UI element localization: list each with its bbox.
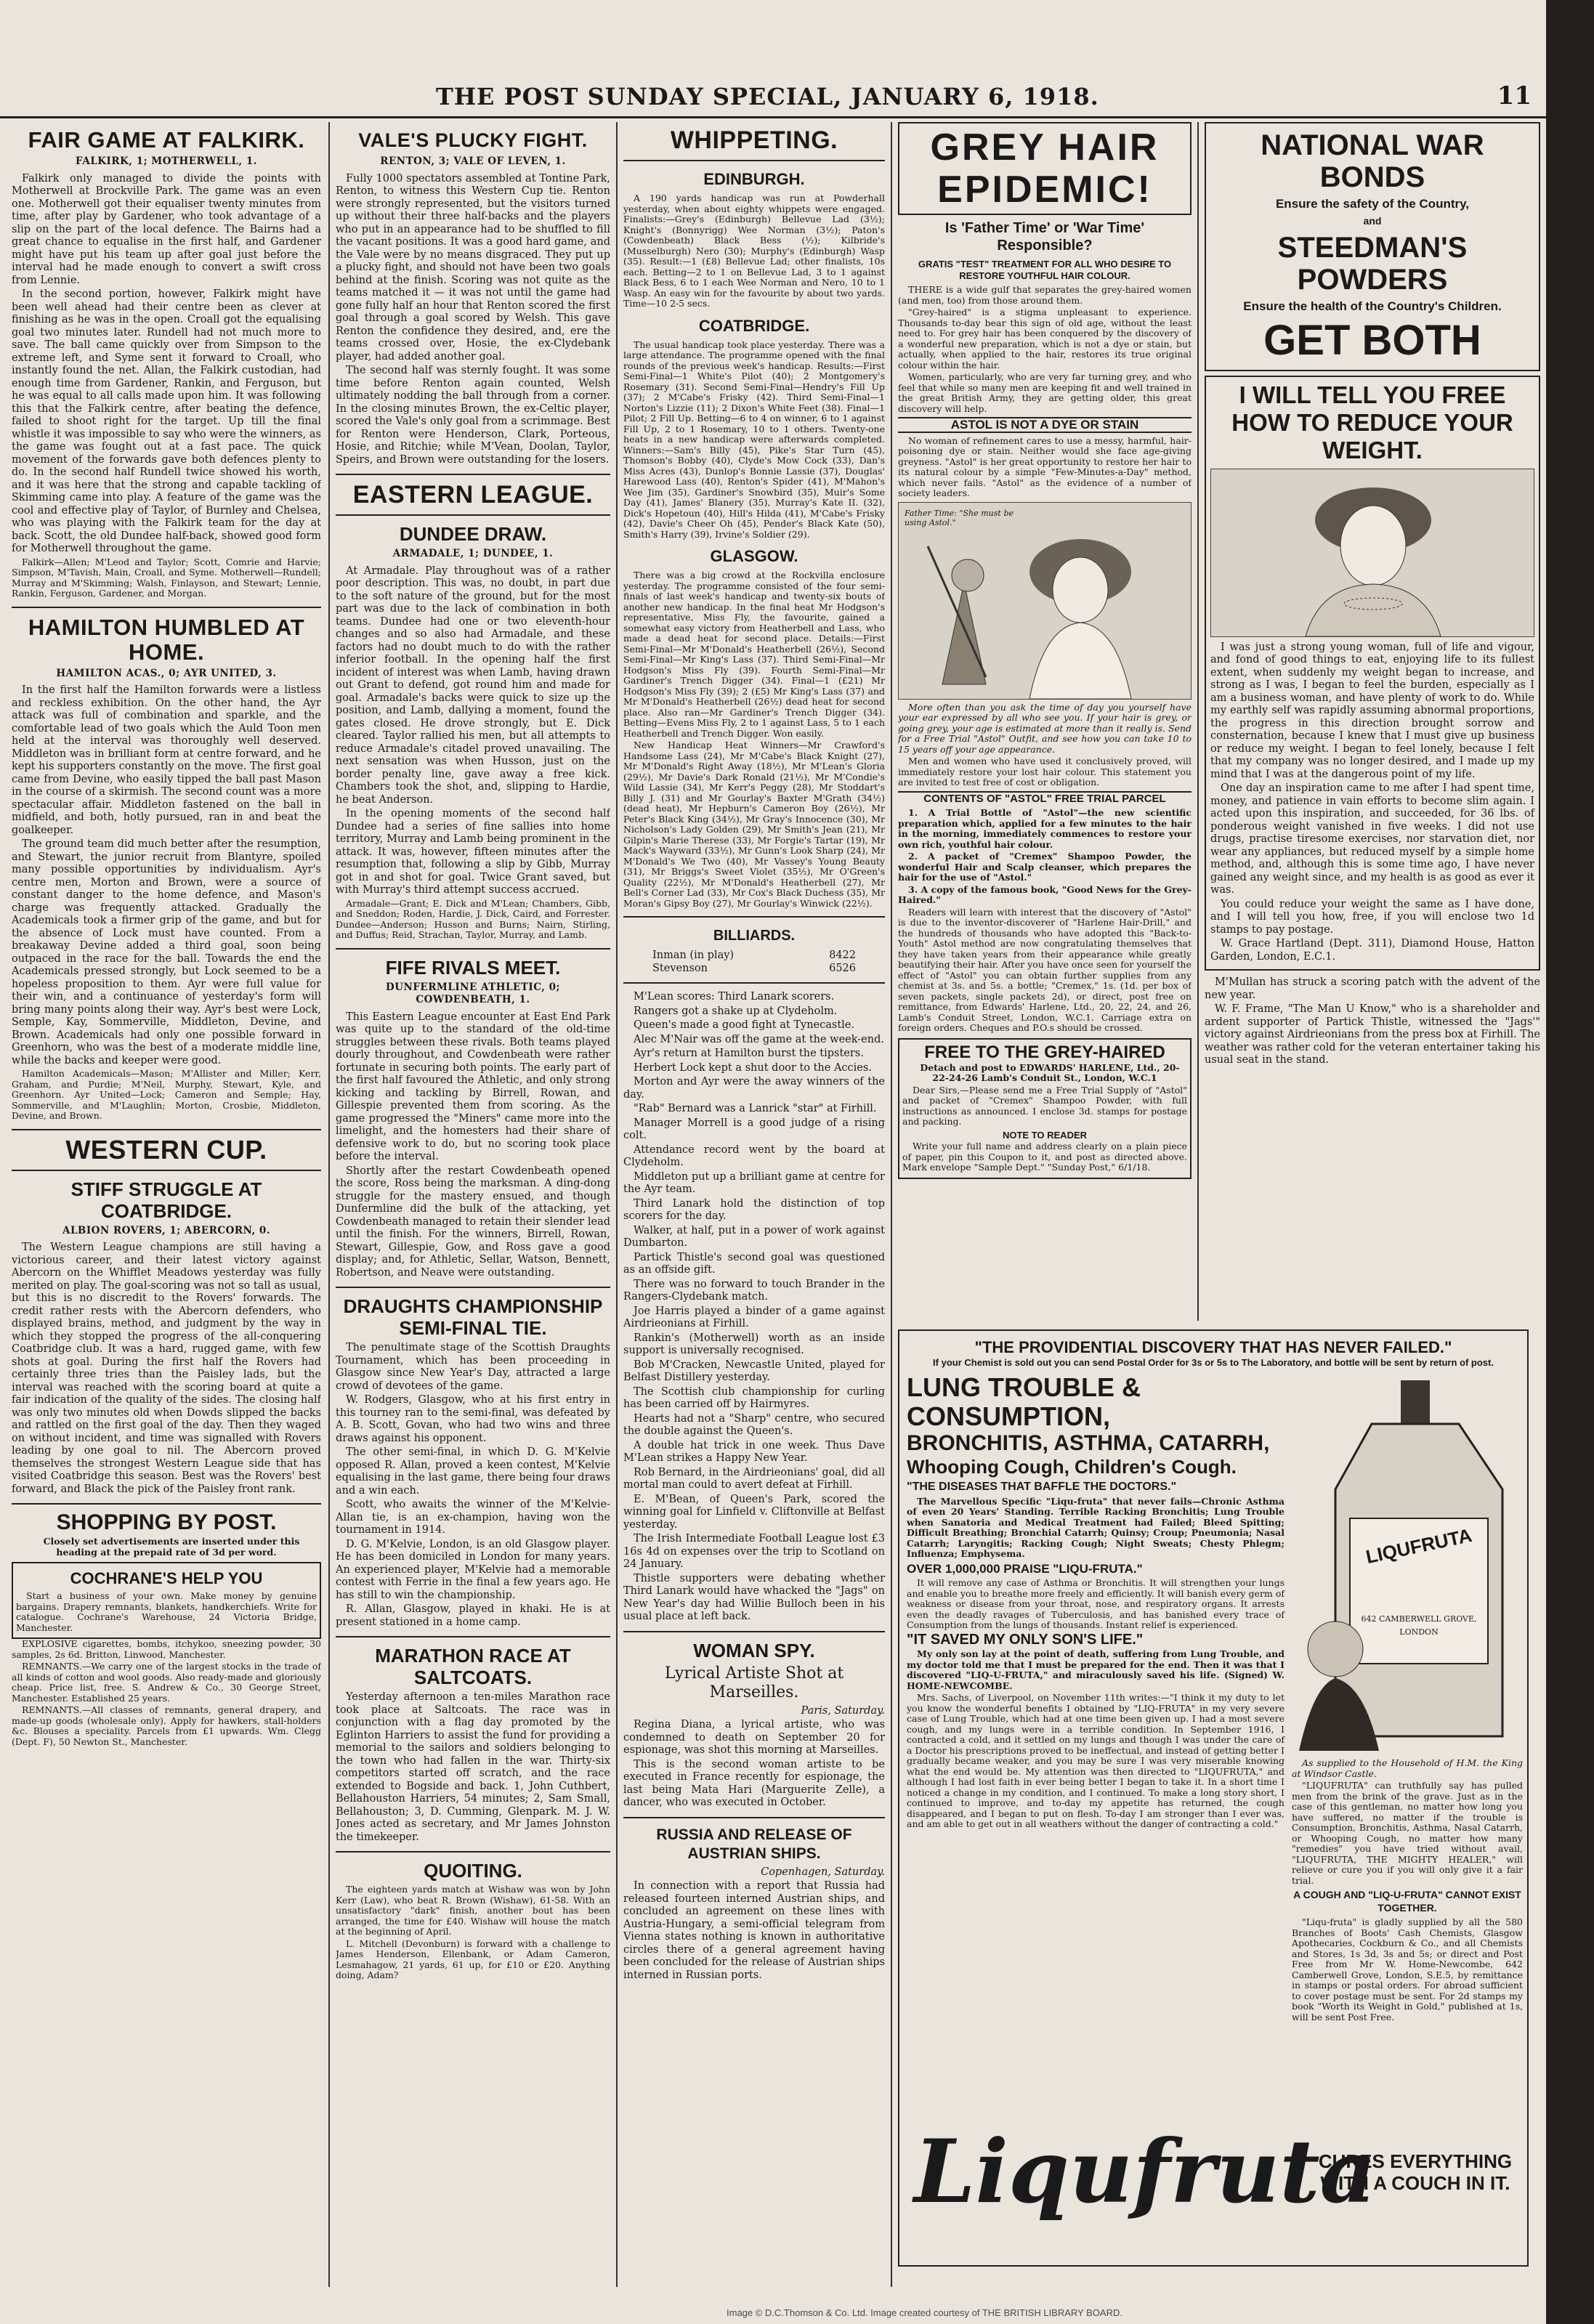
subheadline-coatbridge: STIFF STRUGGLE AT COATBRIDGE. bbox=[70, 1178, 262, 1222]
divider bbox=[12, 1170, 321, 1171]
player-score: 6526 bbox=[829, 962, 856, 974]
ad-paragraph: I was just a strong young woman, full of life and vigour, and fond of good things to eat, enjoying life to its fullest extent, when suddenly my weight began to increase, and strong as I was, I began to feel the burden, especially as I am a business woman, and have plenty of work to do. While my earthly self was rapidly assuming abnormal proportions, the progress in this direction brought sorrow and consternation, because I knew that I must give up business or reduce my weight. I began to feel lonely, because I felt that my company was no longer desired, and I made up my mind that I was at the dangerous point of my life. bbox=[1210, 641, 1534, 780]
liq-tagline: CURES EVERYTHING WITH A COUCH IN IT. bbox=[1318, 2150, 1513, 2194]
sports-note: Joe Harris played a binder of a game against Airdrieonians at Firhill. bbox=[623, 1305, 885, 1329]
classified-ad: REMNANTS.—We carry one of the largest stocks in the trade of all kinds of cotton and wool goods. Also ready-made and gloriously cheap. Price list, free. S. Andrew & Co., 30 George Street, Manchester. Established 25 years. bbox=[12, 1661, 321, 1704]
player-name: Inman (in play) bbox=[652, 950, 735, 961]
headline-eastern-league: EASTERN LEAGUE. bbox=[352, 481, 594, 509]
divider bbox=[623, 916, 885, 918]
article-paragraph: The ground team did much better after the resumption, and Stewart, the junior recruit from Blantyre, spoiled many possible opportunities by individualism. Ayr's centre men, Morton and Brown, were a source of constant danger to the home defence, and Mason's charge was frequently attacked. Gradually the Academicals took a firmer grip of the game, and but for the absence of Lock must have counted. From a breakaway Devine added a third goal, soon being outpaced in the race for the ball. Towards the end the Academicals pressed strongly, but Lock seemed to be a hopeless proposition to them. Ayr were full value for their win, and a continuance of yesterday's form will bring many points along their way. Ayr's best were Lock, Semple, Kay, Sommerville, Middleton, Devine, and Brown. Academicals had only one possible forward in Greenhorn, who was the best of a moderate middle line, while the backs and keeper were good. bbox=[12, 838, 321, 1066]
sports-note: Attendance record went by the board at Clydeholm. bbox=[623, 1143, 885, 1168]
column-3 bbox=[623, 122, 885, 2294]
dateline: Copenhagen, Saturday. bbox=[761, 1866, 885, 1878]
cochrane-ad bbox=[12, 1562, 321, 1639]
image-credit: Image © D.C.Thomson & Co. Ltd. Image created courtesy of THE BRITISH LIBRARY BOARD. bbox=[727, 2307, 1122, 2318]
sports-note: Partick Thistle's second goal was questioned as an offside gift. bbox=[623, 1251, 885, 1276]
sports-note: M'Lean scores: Third Lanark scorers. bbox=[634, 991, 835, 1003]
woman-portrait-icon bbox=[899, 503, 1189, 699]
sports-note: A double hat trick in one week. Thus Dave M'Lean strikes a Happy New Year. bbox=[623, 1439, 885, 1464]
article-paragraph: In the first half the Hamilton forwards were a listless and reckless exhibition. On the other hand, the Ayr attack was full of combination and sparkle, and the comfortable lead of two goals which the Auld Toon men held at the interval was thoroughly well deserved. Middleton was in brilliant form at centre forward, and he kept his supporters constantly on the move. The first goal came from Devine, who easily tipped the ball past Mason in the course of a skirmish. The second count was a more spectacular affair. Middleton fastened on the ball in midfield, and both, hotly pursued, ran in and beat the goalkeeper. bbox=[12, 684, 321, 836]
article-paragraph: Shortly after the restart Cowdenbeath opened the score, Ross being the marksman. A ding-dong struggle for the mastery ensued, and though Dunfermline did the bulk of the attacking, yet Cowdenbeath managed to retain their slender lead until the finish. For the winners, Birrell, Rowan, Stewart, Gillespie, Gow, and Ross gave a good display; and, for Athletic, Sellar, Watson, Bennett, Robertson, and Neave were outstanding. bbox=[336, 1165, 610, 1279]
classified-ad: REMNANTS.—All classes of remnants, general drapery, and made-up goods (wholesale only). Apply for hawkers, stall-holders &c. Blouses a speciality. Parcels from £1 upwards. Wm. Clegg (Dept. F), 50 Newton St., Manchester. bbox=[12, 1704, 321, 1747]
subheadline-edinburgh: EDINBURGH. bbox=[703, 170, 805, 188]
ad-paragraph: You could reduce your weight the same as I have done, and I will tell you how, free, if you will enclose two 1d stamps to pay postage. bbox=[1210, 898, 1534, 936]
page-title: THE POST SUNDAY SPECIAL, JANUARY 6, 1918. bbox=[436, 83, 1099, 110]
subheadline-dundee: DUNDEE DRAW. bbox=[399, 523, 547, 545]
portrait-icon bbox=[1211, 469, 1535, 636]
liq-body bbox=[907, 1372, 1523, 2129]
divider bbox=[623, 982, 885, 984]
column-rule bbox=[891, 122, 892, 2287]
divider bbox=[623, 1817, 885, 1818]
liq-branches: "Liqu-fruta" is gladly supplied by all the 580 Branches of Boots' Cash Chemists, Glasgow Apothecaries, Cockburn & Co., and all Chemists and Stores, 1s 3d, 3s and 5s; or direct and Post Free from Mr W. Home-Newcombe, 642 Camberwell Grove, London, S.E.5, by remittance in stamps or postal orders. For abroad sufficient to cover postage must be sent. For 2d stamps my book "Worth its Weight in Gold," published at 1s, will be sent Post Free. bbox=[1292, 1916, 1523, 2023]
divider bbox=[12, 1129, 321, 1130]
team-lineups: Armadale—Grant; E. Dick and M'Lean; Chambers, Gibb, and Sneddon; Roden, Hardie, J. Dick, Caird, and Forrester. Dundee—Anderson; Husson and Burns; Nairn, Stirling, and Duffus; Reid, Strachan, Taylor, Murray, and Lamb. bbox=[336, 897, 610, 940]
article-paragraph: Falkirk only managed to divide the points with Motherwell at Brockville Park. The game was an even one. Motherwell got their equaliser twenty minutes from time, after play by Gardener, who took advantage of a slip on the part of the local defence. The Bairns had a great chance to equalise in the first half, and Gardener might have put his team up after goal just before the interval had he made enough to convert a swift cross from Lennie. bbox=[12, 172, 321, 286]
sports-note: Thistle supporters were debating whether Third Lanark would have whacked the "Jags" on New Year's day had Willie Bulloch been in his usual place at left back. bbox=[623, 1572, 885, 1622]
liq-headline: "THE PROVIDENTIAL DISCOVERY THAT HAS NEVER FAILED." bbox=[974, 1338, 1452, 1356]
sports-note: Hearts had not a "Sharp" centre, who secured the double against the Queen's. bbox=[623, 1412, 885, 1437]
liq-marvel: The Marvellous Specific "Liqu-fruta" that never fails—Chronic Asthma of even 20 Years' Standing. Terrible Racking Bronchitis; Lung Trouble when Sanatoria and Medical Treatment had Failed; Bleed Spitting; Difficult Breathing; Bronchial Catarrh; Quinsy; Croup; Pneumonia; Nasal Catarrh; Laryngitis; Racking Cough; Night Sweats; Chesty Phlegm; Influenza; Emphysema. bbox=[907, 1495, 1284, 1559]
liq-praise: OVER 1,000,000 PRAISE "LIQU-FRUTA." bbox=[907, 1561, 1143, 1576]
article-paragraph: Scott, who awaits the winner of the M'Kelvie-Allan tie, is an ex-champion, having won the tournament in 1914. bbox=[336, 1499, 610, 1536]
page-gutter bbox=[1546, 0, 1594, 2324]
headline-falkirk: FAIR GAME AT FALKIRK. bbox=[28, 127, 305, 153]
classified-ad: EXPLOSIVE cigarettes, bombs, itchykoo, sneezing powder, 30 samples, 2s 6d. Britton, Linwood, Manchester. bbox=[12, 1638, 321, 1660]
article-paragraph: This is the second woman artiste to be executed in France recently for espionage, the last being Mata Hari (Marguerite Zelle), a dancer, who was executed in October. bbox=[623, 1758, 885, 1808]
article-paragraph: The other semi-final, in which D. G. M'Kelvie opposed R. Allan, proved a keen contest, M'Kelvie equalising in the last game, there being four draws and a win each. bbox=[336, 1446, 610, 1497]
ad-paragraph: "Grey-haired" is a stigma unpleasant to experience. Thousands to-day bear this sign of old age, without the least need to. For grey hair has been conquered by the discovery of a wonderful new preparation, which is not a dye or stain, but actually, when applied to the hair, restores its true original colour within the hair. bbox=[898, 307, 1192, 371]
divider bbox=[336, 1636, 610, 1637]
article-paragraph: The penultimate stage of the Scottish Draughts Tournament, which has been proceeding in Glasgow since New Year's Day, attracted a large crowd of devotees of the game. bbox=[336, 1342, 610, 1392]
liq-text-left bbox=[907, 1373, 1284, 1831]
divider bbox=[336, 948, 610, 950]
war-bonds-ad bbox=[1205, 122, 1540, 371]
coupon-address: Detach and post to EDWARDS' HARLENE, Ltd., 20-22-24-26 Lamb's Conduit St., London, W.C.1 bbox=[920, 1061, 1180, 1083]
headline-whippeting: WHIPPETING. bbox=[670, 126, 838, 154]
steedman-headline: STEEDMAN'S POWDERS bbox=[1277, 232, 1468, 296]
liq-saved: "IT SAVED MY ONLY SON'S LIFE." bbox=[907, 1631, 1144, 1648]
score-line: HAMILTON ACAS., 0; AYR UNITED, 3. bbox=[56, 667, 277, 679]
bottle-label: LIQUFRUTA bbox=[1364, 1523, 1474, 1568]
article-paragraph: A 190 yards handicap was run at Powderhall yesterday, when about eighty whippets were engaged. Finalists:—Grey's (Edinburgh) Bellevue Lad (3½); Knight's (Bonnyrigg) Wee Norman (3½); Paton's (Cowdenbeath) Black Bess (½); Kilbride's (Musselburgh) Nero (30); Murphy's (Edinburgh) Wasp (35). Result:—1 (£8) Bellevue Lad; other finalists, 10s each. Betting—2 to 1 on Bellevue Lad, 3 to 1 against Black Bess, 6 to 1 each Wee Norman and Nero, 10 to 1 Wasp. An easy win for the favourite by about two yards. Time—10 2-5 secs. bbox=[623, 193, 885, 309]
and-label: and bbox=[1363, 214, 1382, 227]
liq-bottle-illustration bbox=[1292, 1373, 1523, 1751]
liq-big: LUNG TROUBLE & CONSUMPTION, bbox=[907, 1372, 1141, 1431]
ad-address: W. Grace Hartland (Dept. 311), Diamond House, Hatton Garden, London, E.C.1. bbox=[1210, 938, 1534, 963]
headline-woman-spy: WOMAN SPY. bbox=[693, 1639, 815, 1661]
article-paragraph: In the opening moments of the second half Dundee had a series of fine sallies into home territory, Murray and Lamb being prominent in the attack. It was, however, fifteen minutes after the resumption that, following a slip by Gibb, Murray got in and shot for goal. Twice Grant saved, but with Murray's third attempt success accrued. bbox=[336, 808, 610, 896]
headline-shopping: SHOPPING BY POST. bbox=[56, 1510, 277, 1534]
column-5 bbox=[1205, 122, 1540, 1284]
liq-supplied: As supplied to the Household of H.M. the King at Windsor Castle. bbox=[1292, 1757, 1523, 1779]
liq-praise-body: It will remove any case of Asthma or Bronchitis. It will strengthen your lungs and enable you to breathe more freely and efficiently. It will banish every germ of weakness or disease from your throat, nose, and respiratory organs. It arrests even the deadly ravages of Tuberculosis, and has banished every trace of Consumption from the lungs of thousands. Instant relief is experienced. bbox=[907, 1577, 1284, 1630]
billiards-row bbox=[623, 963, 885, 976]
contents-item: 2. A packet of "Cremex" Shampoo Powder, the wonderful Hair and Scalp cleanser, which prepares the hair for the use of "Astol." bbox=[898, 851, 1192, 883]
subheadline-coatbridge: COATBRIDGE. bbox=[698, 316, 810, 335]
headline-russia: RUSSIA AND RELEASE OF AUSTRIAN SHIPS. bbox=[656, 1826, 852, 1862]
article-paragraph: In connection with a report that Russia had released fourteen interned Austrian ships, and concluded an agreement on these lines with Austria-Hungary, a semi-official telegram from Vienna states nothing is known in authoritative circles there of a general agreement having been concluded for the release of Austrian ships interned in Russian ports. bbox=[623, 1880, 885, 1981]
free-coupon[interactable] bbox=[898, 1038, 1192, 1179]
sports-note: Manager Morrell is a good judge of a rising colt. bbox=[623, 1117, 885, 1141]
article-paragraph: The second half was sternly fought. It was some time before Renton again counted, Welsh ultimately nodding the ball through from a corner. In the closing minutes Brown, the ex-Celtic player, scored the Vale's only goal from a scrimmage. Best for Renton were Henderson, Clark, Porteous, Hosie, and Ritchie; while M'Vean, Doolan, Taylor, Speirs, and Brown were outstanding for the losers. bbox=[336, 365, 610, 466]
divider bbox=[623, 160, 885, 161]
grey-hair-subhead: GRATIS "TEST" TREATMENT FOR ALL WHO DESIRE TO RESTORE YOUTHFUL HAIR COLOUR. bbox=[918, 259, 1172, 281]
liq-chemist: If your Chemist is sold out you can send Postal Order for 3s or 5s to The Laboratory, and bottle will be sent by return of post. bbox=[933, 1357, 1494, 1368]
headline-vale: VALE'S PLUCKY FIGHT. bbox=[358, 129, 588, 151]
ad-paragraph: Men and women who have used it conclusively proved, will immediately restore your lost hair colour. This statement you are invited to test free of cost or obligation. bbox=[898, 756, 1192, 788]
sports-note: "Rab" Bernard was a Lanrick "star" at Firhill. bbox=[634, 1103, 877, 1114]
sports-note: E. M'Bean, of Queen's Park, scored the winning goal for Linfield v. Cliftonville at Belfast yesterday. bbox=[623, 1493, 885, 1531]
war-bonds-sub: Ensure the safety of the Country, bbox=[1275, 197, 1470, 211]
weight-reduce-ad bbox=[1205, 376, 1540, 971]
subheadline-glasgow: GLASGOW. bbox=[710, 547, 798, 565]
score-line: RENTON, 3; VALE OF LEVEN, 1. bbox=[380, 155, 566, 167]
article-paragraph: Yesterday afternoon a ten-miles Marathon race took place at Saltcoats. The race was in conjunction with a flag day promoted by the Eglinton Harriers to assist the fund for providing a memorial to the sailors and soldiers belonging to the town who had fallen in the war. Thirty-six competitors started off scratch, and the race extended to Bogside and back. 1, John Cuthbert, Bellahouston Harriers, 54 minutes; 2, Sam Small, Bellahouston; 3, D. Cumming, Glenpark. M. J. W. Jones acted as secretary, and Mr James Johnston the timekeeper. bbox=[336, 1691, 610, 1843]
father-time-illustration bbox=[898, 502, 1192, 700]
liq-cough: A COUGH AND "LIQ-U-FRUTA" CANNOT EXIST TOGETHER. bbox=[1293, 1889, 1521, 1914]
liq-saved-intro: My only son lay at the point of death, suffering from Lung Trouble, and my doctor told me that I must be prepared for the end. Then it was that I discovered "LIQ-U-FRUTA," and miraculously saved his life. (Signed) W. HOME-NEWCOMBE. bbox=[907, 1648, 1284, 1691]
sports-note: Walker, at half, put in a power of work against Dumbarton. bbox=[623, 1224, 885, 1249]
sports-note: M'Mullan has struck a scoring patch with the advent of the new year. bbox=[1205, 976, 1540, 1001]
sports-note: Rankin's (Motherwell) worth as an inside support is universally recognised. bbox=[623, 1332, 885, 1356]
sports-note: Bob M'Cracken, Newcastle United, played for Belfast Distillery yesterday. bbox=[623, 1359, 885, 1383]
notice-body: Write your full name and address clearly on a plain piece of paper, pin this Coupon to it, and post as directed above. Mark envelope "Sample Dept." "Sunday Post," 6/1/18. bbox=[902, 1141, 1187, 1173]
subheadline-billiards: BILLIARDS. bbox=[713, 928, 796, 944]
dateline: Paris, Saturday. bbox=[801, 1704, 885, 1717]
article-paragraph: Regina Diana, a lyrical artiste, who was condemned to death on September 20 for espionage, was shot this morning at Marseilles. bbox=[623, 1719, 885, 1756]
divider bbox=[336, 514, 610, 516]
article-paragraph: The eighteen yards match at Wishaw was won by John Kerr (Law), who beat R. Brown (Wishaw), 61-58. With an unsatisfactory "dark" finish, another bout has been arranged, the time for £40. Wishaw will house the match at the beginning of April. bbox=[336, 1884, 610, 1937]
sports-note: Ayr's return at Hamilton burst the tipsters. bbox=[634, 1048, 864, 1059]
team-lineups: Hamilton Academicals—Mason; M'Allister and Miller; Kerr, Graham, and Purdie; M'Neil, Murphy, Stewart, Kyle, and Greenhorn. Ayr United—Lock; Cameron and Semple; Hay, Sommerville, and M'Laughlin; Morton, Crosbie, Middleton, Devine, and Brown. bbox=[12, 1068, 321, 1121]
steedman-sub: Ensure the health of the Country's Children. bbox=[1243, 299, 1502, 313]
liq-diseases: "THE DISEASES THAT BAFFLE THE DOCTORS." bbox=[907, 1481, 1177, 1493]
article-paragraph: W. Rodgers, Glasgow, who at his first entry in this tourney ran to the semi-final, was defeated by A. B. Scott, Govan, who had two wins and three draws against his opponent. bbox=[336, 1394, 610, 1444]
page-number: 11 bbox=[1497, 81, 1532, 110]
sports-note: There was no forward to touch Brander in the Rangers-Clydebank match. bbox=[623, 1278, 885, 1303]
grey-hair-headline: GREY HAIR EPIDEMIC! bbox=[930, 126, 1160, 211]
article-paragraph: The Western League champions are still having a victorious career, and their latest victory against Abercorn on the Whifflet Meadows yesterday was fully merited on play. The goal-scoring was not so tall as usual, but this is no discredit to the Rovers' forwards. The credit rather rests with the Abercorn defenders, who displayed brains, method, and judgment by the way in which they stopped the progress of the all-conquering Coatbridge club. It was a hard, rugged game, with few shots at goal. During the first half the Rovers had certainly three tries than the Paisley lads, but the interval was reached with the scoring board at quite a fair indication of the quality of the sides. The closing half was only two minutes old when Dowds slipped the backs and rattled on the first goal of the day. Then they waged on without incident, and time was signalled with Rovers leading by one goal to nil. The Abercorn proved themselves the strongest Western League side that has visited Coatbridge this season. Best was the Rovers' best forward, and Black the pick of the Paisley front rank. bbox=[12, 1242, 321, 1495]
shopping-note: Closely set advertisements are inserted under this heading at the prepaid rate of 3d per word. bbox=[43, 1536, 300, 1558]
coupon-headline: FREE TO THE GREY-HAIRED bbox=[924, 1042, 1165, 1062]
player-score: 8422 bbox=[829, 950, 856, 961]
liq-mighty: "LIQUFRUTA" can truthfully say has pulled men from the brink of the grave. Just as in the case of this gentleman, no matter how long you have suffered, no matter if the trouble is Consumption, Bronchitis, Asthma, Nasal Catarrh, or Whooping Cough, no matter how many "remedies" you have tried without avail, "LIQUFRUTA, THE MIGHTY HEALER," will relieve or cure you if you will only give it a fair trial. bbox=[1292, 1780, 1523, 1886]
sports-note: Alec M'Nair was off the game at the week-end. bbox=[634, 1033, 884, 1045]
article-paragraph: L. Mitchell (Devonburn) is forward with a challenge to James Henderson, Ellenbank, or Adam Cameron, Lesmahagow, 21 yards, 61 up, for £10 or £20. Anything doing, Adam? bbox=[336, 1938, 610, 1980]
team-lineups: Falkirk—Allen; M'Leod and Taylor; Scott, Comrie and Harvie; Simpson, M'Tavish, Main, Croall, and Syme. Motherwell—Rundell; Murray and M'Skimming; Walsh, Finlayson, and Stewart; Lennie, Rankin, Ferguson, Gardener, and Morgan. bbox=[12, 556, 321, 599]
sports-note: Middleton put up a brilliant game at centre for the Ayr team. bbox=[623, 1170, 885, 1195]
illustration-caption: More often than you ask the time of day you yourself have your ear expressed by all who see you. If your hair is grey, or going grey, your age is estimated at more than it really is. Send for a Free Trial "Astol" Outfit, and see how you can take 10 to 15 years off your age appearance. bbox=[898, 701, 1192, 755]
divider bbox=[336, 474, 610, 475]
cochrane-headline: COCHRANE'S HELP YOU bbox=[70, 1569, 263, 1587]
score-line: FALKIRK, 1; MOTHERWELL, 1. bbox=[76, 155, 257, 167]
grey-hair-ad bbox=[898, 122, 1192, 1313]
bottle-icon bbox=[1292, 1373, 1523, 1751]
illustration-caption-top: Father Time: "She must be using Astol." bbox=[905, 508, 1014, 527]
ad-paragraph: No woman of refinement cares to use a messy, harmful, hair-poisoning dye or stain. Neither would she face age-giving greyness. "Astol" is her great opportunity to restore her hair to its natural colour by a simple "Few-Minutes-a-Day" method, which never fails. "Astol" as the evidence of a number of society leaders. bbox=[898, 434, 1192, 498]
masthead bbox=[0, 81, 1546, 118]
astol-headline: ASTOL IS NOT A DYE OR STAIN bbox=[898, 417, 1192, 433]
sports-note: Morton and Ayr were the away winners of the day. bbox=[623, 1076, 885, 1101]
get-both-headline: GET BOTH bbox=[1263, 316, 1481, 364]
ad-paragraph: Women, particularly, who are very far turning grey, and who feel that while so many men are keeping fit and well trained in the great British Army, they are getting older, this great discovery will help. bbox=[898, 371, 1192, 414]
classified-ad: Start a business of your own. Make money by genuine bargains. Drapery remnants, blankets, handkerchiefs. Write for catalogue. Cochrane's Warehouse, 24 Victoria Bridge, Manchester. bbox=[16, 1590, 317, 1633]
contents-item: 1. A Trial Bottle of "Astol"—the new scientific preparation which, applied for a few minutes to the hair in the morning, immediately commences to restore your own rich, youthful hair colour. bbox=[898, 807, 1192, 850]
ad-paragraph: THERE is a wide gulf that separates the grey-haired women (and men, too) from those around them. bbox=[898, 284, 1192, 306]
billiards-row bbox=[623, 950, 885, 963]
article-paragraph: This Eastern League encounter at East End Park was quite up to the standard of the old-time struggles between these rivals. Both teams played dourly throughout, and Cowdenbeath were rather fortunate in securing both points. The early part of the first half favoured the Athletic, and only strong kicking and tackling by Birrell, Rowan, and Gillespie prevented them from scoring. As the game progressed the "Miners" came more into the limelight, and the homesters had their share of defensive work to do, but no scoring took place before the interval. bbox=[336, 1011, 610, 1162]
sports-note: Queen's made a good fight at Tynecastle. bbox=[634, 1019, 854, 1031]
ad-paragraph: One day an inspiration came to me after I had spent time, money, and patience in vain efforts to become slim again. I acted upon this inspiration, and succeeded, for 36 lbs. of ponderous weight vanished in five weeks. I did not use drugs, practise tiresome exercises, nor starvation diet, nor wear any appliances, but reduced myself by a simple home method, and, although this is some time ago, I have never gained any weight since, and my health is as good as ever it was. bbox=[1210, 782, 1534, 896]
sports-note: Herbert Lock kept a shut door to the Accies. bbox=[634, 1061, 872, 1074]
sports-notes bbox=[623, 991, 885, 1624]
headline-western-cup: WESTERN CUP. bbox=[65, 1134, 267, 1165]
column-rule bbox=[328, 122, 330, 2287]
article-paragraph: The usual handicap took place yesterday. There was a large attendance. The programme opened with the final rounds of the previous week's handicap. Results:—First Semi-Final—1 White's Pilot (40); 2 Montgomery's Rosemary (31). Second Semi-Final—Hendry's Fill Up (37); 2 M'Cabe's Frisky (42). Third Semi-Final—1 Norton's Lizzie (11); 2 Dixon's White Feet (38). Final—1 Pilot; 2 Fill Up. Betting—6 to 4 on winner, 6 to 1 against Fill Up, 2 to 1 Rosemary, 10 to 1 others. Twenty-one heats in a new handicap were afterwards completed. Winners:—Sam's Billy (45), Pike's Star Turn (45), Thomson's Bobby (40), Clyde's Mow Cock (33), Dan's Miss Acres (43), Dunlop's Bonnie Lassie (37), Douglas' Harewood Lass (40), Renton's Spider (41), M'Mahon's Wee Jim (35), Gardiner's Snowbird (35), Muir's Some Day (41), James' Blanery (35), Murray's Kate II. (32), Dick's Hopetoun (40), Hill's Hilda (41), M'Cabe's Frisky (42), Davie's Cheer Oh (45), Pender's Black Kate (50), Smith's Harry (39), Irvine's Soldier (29). bbox=[623, 339, 885, 540]
liqufruta-logo: Liqufruta bbox=[914, 2121, 1377, 2223]
ad-paragraph: Readers will learn with interest that the discovery of "Astol" is due to the inventor-discoverer of "Harlene Hair-Drill," and the hundreds of thousands who have adopted this "Back-to-Youth" Astol method are now congratulating themselves that they have taken years from their appearance while greatly beautifying their hair. After you have once seen for yourself the effect of "Astol" you can obtain further supplies from any chemist at 3s. and 5s. a bottle; "Cremex," 1s. (1d. per box of seven packets, single packets 2d), or direct, post free on remittance, from Edwards' Harlene, Ltd., 20, 22, 24, and 26, Lamb's Conduit Street, London, W.C.1. Carriage extra on foreign orders. Cheques and P.O.s should be crossed. bbox=[898, 906, 1192, 1033]
sports-note: Rangers got a shake up at Clydeholm. bbox=[634, 1005, 838, 1017]
divider bbox=[336, 1287, 610, 1288]
divider bbox=[336, 1851, 610, 1853]
column-1 bbox=[12, 122, 321, 2294]
headline-quoiting: QUOITING. bbox=[424, 1860, 522, 1882]
liqufruta-ad bbox=[898, 1329, 1529, 2267]
article-paragraph: In the second portion, however, Falkirk might have been well ahead had their centre been as clever at finishing as he was in the open. Croall got the equalising goal two minutes later. Rundell had not much more to save. The ball came quickly over from Simpson to the extreme left, and Syme sent it forward to Croall, who instantly found the net. Allan, the Falkirk custodian, had enough time from Gardener, Rankin, and Ferguson, but he was equal to all calls made upon him. It was following this that the Falkirk centre, after beating the defence, failed to shoot right for the target. Up till the final whistle it was impossible to say who were the winners, as the game was fought out at a fast pace. The quick movement of the forwards gave both defences plenty to do. In the second half Rundell twice showed his worth, and it was here that the strong and capable tackling of Skimming came into play. A feature of the game was the cool and effective play of Taylor, of Burnley and Chelsea, who was playing with the Falkirk team for the day at back. Scott, the old Dundee half-back, showed good form for Motherwell throughout the game. bbox=[12, 288, 321, 554]
coupon-body: Dear Sirs,—Please send me a Free Trial Supply of "Astol" and packet of "Cremex" Shampoo Powder, with full instructions as announced. I enclose 3d. stamps for postage and packing. bbox=[902, 1084, 1187, 1127]
headline-marathon: MARATHON RACE AT SALTCOATS. bbox=[375, 1645, 571, 1688]
liq-testimony: Mrs. Sachs, of Liverpool, on November 11th writes:—"I think it my duty to let you know the wonderful benefits I obtained by "LIQ-FRUTA" in my very severe case of Lung Trouble, which had at one time been given up. I had a most severe cough, and my lungs were in a terrible condition. In September 1916, I contracted a cold, and it settled on my lungs and though I was under the care of a Doctor his prescriptions proved to be ineffectual, and instead of getting better I gradually became weaker, and you may be sure I was very miserable knowing what the end would be. My attention was then directed to "LIQUFRUTA," and although I had lost faith in ever being better I began to take it. In a short time I noticed a change in my condition, and I continued. To make a long story short, I continued to improve, and to-day my appetite has returned, the cough disappeared, and I began to put on flesh. To-day I am stronger than I ever was, and am able to get out in all weathers without the danger of contracting a cold." bbox=[907, 1692, 1284, 1829]
sports-note: W. F. Frame, "The Man U Know," who is a shareholder and ardent supporter of Partick Thistle, witnessed the "Jags'" victory against Airdrieonians from the press box at Firhill. The weather was rather cold for the veteran entertainer taking his usual seat in the stand. bbox=[1205, 1003, 1540, 1066]
divider bbox=[12, 607, 321, 608]
sports-note: Rob Bernard, in the Airdrieonians' goal, did all mortal man could to avert defeat at Firhill. bbox=[623, 1466, 885, 1491]
grey-hair-question: Is 'Father Time' or 'War Time' Responsible? bbox=[944, 220, 1145, 254]
score-line: ALBION ROVERS, 1; ABERCORN, 0. bbox=[62, 1224, 271, 1236]
woman-portrait bbox=[1210, 469, 1534, 637]
article-paragraph: New Handicap Heat Winners—Mr Crawford's Handsome Lass (24), Mr M'Cabe's Black Knight (27), Mr M'Donald's Right Away (18½), Mr M'Lean's Gloria (29½), Mr Davie's Dark Ronald (21½), Mr M'Condie's Wild Lassie (34), Mr Kerr's Peggy (28), Mr Stoddart's Billy J. (31) and Mr Gourlay's Baxter M'Grath (34½) (dead heat), Mr Hepburn's Cameron Boy (26½), Mr Peter's Black King (34½), Mr Gray's Innocence (30), Mr Nicholson's Lady Golden (29), Mr Smith's Jean (21), Mr Gilpin's Marie Therese (33), Mr Forgie's Tartar (19), Mr Mack's Wayward (33½), Mr Gunn's Look Sharp (24), Mr M'Donald's We Two (40), Mr Vassey's Young Beauty (31), Mr Briggs's Sweet Violet (35½), Mr O'Green's Quality (22½), Mr M'Donald's Heatherbell (27), Mr Bell's Corner Lad (33), Mr Cox's Black Duchess (35), Mr Moran's Gipsy Boy (27), Mr Gourlay's Winwick (22½). bbox=[623, 740, 885, 909]
liq-big2: BRONCHITIS, ASTHMA, CATARRH, bbox=[907, 1431, 1270, 1455]
liq-big3: Whooping Cough, Children's Cough. bbox=[907, 1456, 1237, 1478]
article-paragraph: At Armadale. Play throughout was of a rather poor description. This was, no doubt, in part due to the soft nature of the ground, but for the most part was due to the lack of combination in both teams. Dundee had one or two eleventh-hour changes and so also had Armadale, and these factors had no doubt much to do with the rather inferior football. In the opening half the first incident of interest was when Lamb, having drawn out Grant to defend, got round him and made for goal. Armadale's backs were quick to size up the position, and Lamb, dallying a moment, found the gates closed. He drove strongly, but E. Dick cleared. Taylor rallied his men, but all attempts to reduce Armadale's citadel proved unavailing. The next sensation was when Husson, just on the border penalty line, gave away a free kick. Chambers took the shot, and, slipping to Hardie, he beat Anderson. bbox=[336, 564, 610, 806]
divider bbox=[623, 1631, 885, 1632]
article-paragraph: R. Allan, Glasgow, played in khaki. He is at present stationed in a home camp. bbox=[336, 1603, 610, 1628]
score-line: DUNFERMLINE ATHLETIC, 0; COWDENBEATH, 1. bbox=[386, 981, 560, 1005]
war-bonds-headline: NATIONAL WAR BONDS bbox=[1261, 129, 1484, 193]
contents-headline: CONTENTS OF "ASTOL" FREE TRIAL PARCEL bbox=[898, 791, 1192, 806]
liq-text-right bbox=[1292, 1758, 1523, 2024]
divider bbox=[12, 1503, 321, 1505]
score-line: ARMADALE, 1; DUNDEE, 1. bbox=[392, 548, 554, 559]
column-rule bbox=[1197, 122, 1199, 1321]
notice-headline: NOTE TO READER bbox=[1002, 1129, 1088, 1141]
column-2 bbox=[336, 122, 610, 2294]
article-paragraph: D. G. M'Kelvie, London, is an old Glasgow player. He has been domiciled in London for many years. An experienced player, M'Kelvie had a memorable contest with Ferrie in the final a few years ago. He has still to win the championship. bbox=[336, 1538, 610, 1601]
liq-logo-row bbox=[907, 2121, 1520, 2230]
headline-fife: FIFE RIVALS MEET. bbox=[385, 956, 561, 979]
headline-draughts: DRAUGHTS CHAMPIONSHIP SEMI-FINAL TIE. bbox=[343, 1295, 603, 1339]
column-rule bbox=[616, 122, 618, 2287]
sports-note: Third Lanark hold the distinction of top scorers for the day. bbox=[623, 1197, 885, 1222]
sports-note: The Irish Intermediate Football League lost £3 16s 4d on expenses over the trip to Scotland on 24 January. bbox=[623, 1533, 885, 1570]
bottle-address: 642 CAMBERWELL GROVE, LONDON bbox=[1361, 1614, 1477, 1637]
subheadline-marseilles: Lyrical Artiste Shot at Marseilles. bbox=[664, 1664, 844, 1701]
sports-note: The Scottish club championship for curling has been carried off by Hairmyres. bbox=[623, 1385, 885, 1410]
article-paragraph: There was a big crowd at the Rockvilla enclosure yesterday. The programme consisted of the four semi-finals of last week's handicap and twenty-six bouts of another new handicap. In the final heat Mr Hodgson's representative, Miss Fly, the favourite, gained a somewhat easy victory from Heatherbell and Lass, who made a dead heat for second place. Details:—First Semi-Final—Mr M'Donald's Heatherbell (26½), Second Semi-Final—Mr King's Lass (37). Third Semi-Final—Mr Hodgson's Miss Fly (39). Fourth Semi-Final—Mr Gardiner's Trench Digger (34). Final—1 (£21) Mr Hodgson's Miss Fly (39); 2 (£5) Mr King's Lass (37) and Mr M'Donald's Heatherbell (26½) dead heat for second place. Also ran—Mr Gardiner's Trench Digger (34). Betting—Evens Miss Fly, 2 to 1 against Lass, 5 to 1 each Heatherbell and Trench Digger. Won easily. bbox=[623, 570, 885, 739]
player-name: Stevenson bbox=[652, 962, 708, 974]
weight-headline: I WILL TELL YOU FREE HOW TO REDUCE YOUR WEIGHT. bbox=[1231, 381, 1513, 463]
grey-hair-headline-box bbox=[898, 122, 1192, 215]
article-paragraph: Fully 1000 spectators assembled at Tontine Park, Renton, to witness this Western Cup tie. Renton were strongly represented, but the visitors turned up without their three half-backs and the players who put in an appearance had to be shuffled to fill the vacant positions. It was a good hard game, and the Vale were by no means disgraced. They put up a plucky fight, and should not have been two goals behind at the finish. Scoring was not quite as the teams matched it — it was not until the game had gone fully half an hour that Renton scored the first goal through a goal scored by Welsh. This gave Renton the confidence they desired, and, ere the teams crossed over, Hosie, the ex-Clydebank player, had added another goal. bbox=[336, 172, 610, 363]
contents-item: 3. A copy of the famous book, "Good News for the Grey-Haired." bbox=[898, 883, 1192, 905]
headline-hamilton: HAMILTON HUMBLED AT HOME. bbox=[28, 614, 305, 665]
